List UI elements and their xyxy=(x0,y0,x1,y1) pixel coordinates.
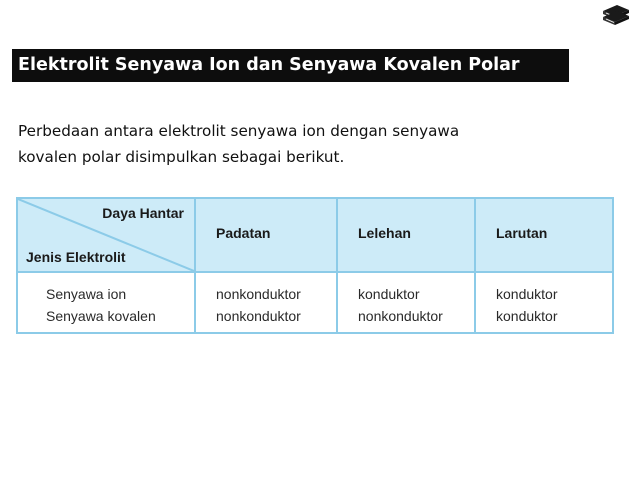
corner-header-cell xyxy=(17,198,195,272)
padatan-value-ion: nonkonduktor xyxy=(216,286,301,302)
larutan-cell xyxy=(475,272,613,333)
jenis-senyawa-ion: Senyawa ion xyxy=(46,286,127,302)
jenis-cell xyxy=(17,272,195,333)
lelehan-value-kovalen: nonkonduktor xyxy=(358,308,443,324)
conductivity-table-wrap xyxy=(16,197,612,332)
padatan-value-kovalen: nonkonduktor xyxy=(216,308,301,324)
table-header-row xyxy=(17,198,613,272)
table-body-row xyxy=(17,272,613,333)
corner-label-jenis-elektrolit: Jenis Elektrolit xyxy=(26,249,126,265)
intro-line-2: kovalen polar disimpulkan sebagai berikut. xyxy=(18,148,345,166)
lelehan-value-ion: konduktor xyxy=(358,286,420,302)
column-header-lelehan xyxy=(337,198,475,272)
jenis-senyawa-kovalen: Senyawa kovalen xyxy=(46,308,156,324)
column-header-label: Lelehan xyxy=(358,225,411,241)
larutan-value-ion: konduktor xyxy=(496,286,558,302)
padatan-cell xyxy=(195,272,337,333)
conductivity-table xyxy=(16,197,614,334)
intro-line-1: Perbedaan antara elektrolit senyawa ion dengan senyawa xyxy=(18,122,460,140)
larutan-value-kovalen: konduktor xyxy=(496,308,558,324)
lelehan-cell xyxy=(337,272,475,333)
column-header-larutan xyxy=(475,198,613,272)
corner-label-daya-hantar: Daya Hantar xyxy=(102,205,184,221)
intro-text xyxy=(18,118,578,170)
column-header-label: Larutan xyxy=(496,225,548,241)
slide-title: Elektrolit Senyawa Ion dan Senyawa Kovalen Polar xyxy=(12,49,569,82)
column-header-label: Padatan xyxy=(216,225,271,241)
stacked-books-icon xyxy=(601,2,631,28)
column-header-padatan xyxy=(195,198,337,272)
